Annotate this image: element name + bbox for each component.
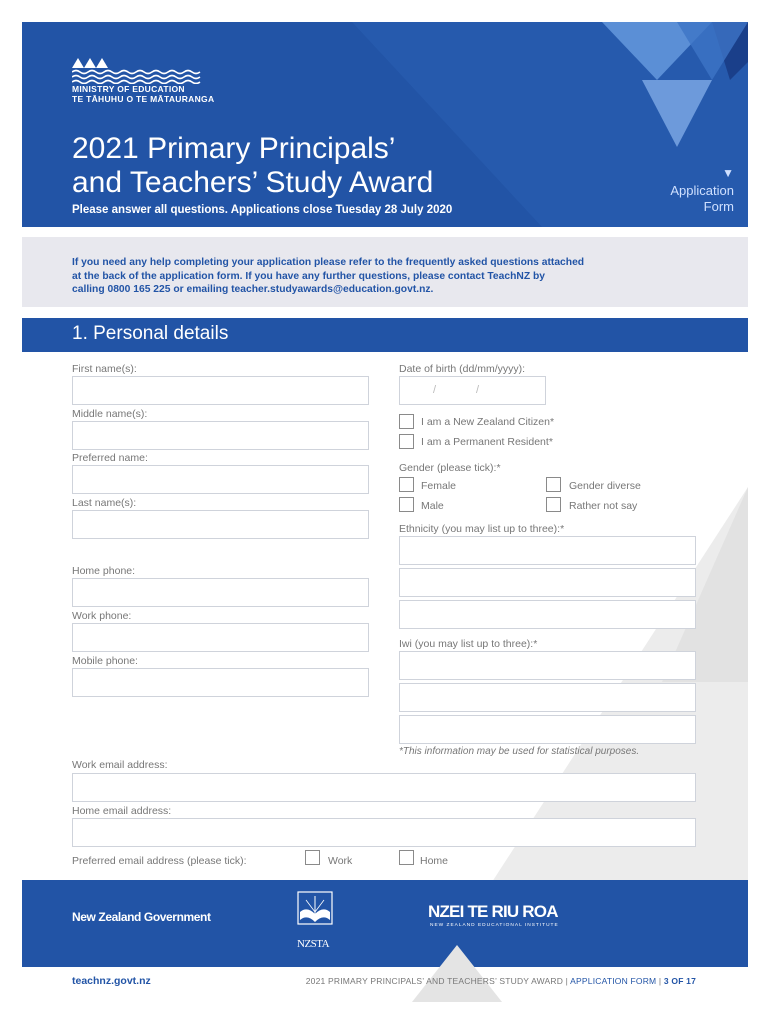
preferred-name-input[interactable] — [72, 465, 369, 494]
female-label: Female — [421, 480, 457, 492]
page-subtitle: Please answer all questions. Applications close Tuesday 28 July 2020 — [72, 204, 453, 216]
nzsta-logo-text: NZSTA — [297, 938, 330, 950]
rather-not-say-label: Rather not say — [569, 500, 638, 512]
statistical-note: *This information may be used for statistical purposes. — [399, 746, 640, 757]
preferred-home-checkbox[interactable] — [399, 850, 414, 865]
application-form-label — [670, 167, 734, 215]
mobile-phone-label: Mobile phone: — [72, 655, 138, 667]
preferred-email-label: Preferred email address (please tick): — [72, 855, 247, 867]
ethnicity-label: Ethnicity (you may list up to three):* — [399, 523, 565, 535]
iwi-input-3[interactable] — [399, 715, 696, 744]
dob-input[interactable] — [399, 376, 546, 405]
ministry-name — [72, 84, 214, 104]
page-title-line1: 2021 Primary Principals’ — [72, 132, 396, 165]
resident-checkbox[interactable] — [399, 434, 414, 449]
last-name-label: Last name(s): — [72, 497, 137, 509]
first-name-label: First name(s): — [72, 363, 137, 375]
home-phone-input[interactable] — [72, 578, 369, 607]
last-name-input[interactable] — [72, 510, 369, 539]
preferred-work-checkbox[interactable] — [305, 850, 320, 865]
preferred-work-label: Work — [328, 855, 353, 867]
website-link[interactable]: teachnz.govt.nz — [72, 975, 151, 987]
gender-label: Gender (please tick):* — [399, 462, 501, 474]
footer-doc-title: 2021 PRIMARY PRINCIPALS’ AND TEACHERS’ STUDY AWARD — [305, 976, 564, 986]
down-arrow-icon: ▼ — [722, 166, 734, 180]
preferred-home-label: Home — [420, 855, 449, 867]
header-banner — [22, 22, 748, 227]
footer-banner — [22, 880, 748, 967]
application-form-page — [22, 22, 748, 1002]
nz-government-logo: New Zealand Government — [72, 910, 211, 924]
help-box — [22, 237, 748, 307]
home-email-label: Home email address: — [72, 805, 172, 817]
work-phone-label: Work phone: — [72, 610, 132, 622]
page-footer — [22, 967, 748, 1002]
section-title: 1. Personal details — [72, 323, 229, 344]
citizen-label: I am a New Zealand Citizen* — [421, 416, 555, 428]
help-line1: If you need any help completing your application please refer to the frequently asked questions attached — [72, 257, 585, 268]
home-phone-label: Home phone: — [72, 565, 136, 577]
male-label: Male — [421, 500, 444, 512]
footer-form-name: APPLICATION FORM — [570, 976, 657, 986]
male-checkbox[interactable] — [399, 497, 414, 512]
footer-triangle-decoration — [412, 945, 502, 1002]
page-title — [72, 132, 433, 200]
ministry-logo-icon — [72, 58, 202, 84]
citizen-checkbox[interactable] — [399, 414, 414, 429]
help-line3: calling 0800 165 225 or emailing teacher.studyawards@education.govt.nz. — [72, 284, 434, 295]
gender-diverse-label: Gender diverse — [569, 480, 641, 492]
work-phone-input[interactable] — [72, 623, 369, 652]
ethnicity-input-2[interactable] — [399, 568, 696, 597]
footer-document-info — [306, 976, 696, 986]
nzei-logo: NZEI TE RIU ROA — [428, 902, 558, 921]
footer-separator: | — [658, 976, 662, 986]
first-name-input[interactable] — [72, 376, 369, 405]
female-checkbox[interactable] — [399, 477, 414, 492]
resident-label: I am a Permanent Resident* — [421, 436, 553, 448]
ethnicity-input-1[interactable] — [399, 536, 696, 565]
work-email-input[interactable] — [72, 773, 696, 802]
help-line2: at the back of the application form. If you have any further questions, please contact TeachNZ by — [72, 270, 545, 282]
ministry-name-en: MINISTRY OF EDUCATION — [72, 84, 185, 94]
dob-separator: / — [476, 384, 480, 396]
nzei-logo-subtitle: NEW ZEALAND EDUCATIONAL INSTITUTE — [430, 923, 559, 928]
dob-label: Date of birth (dd/mm/yyyy): — [399, 363, 526, 375]
gender-diverse-checkbox[interactable] — [546, 477, 561, 492]
middle-name-label: Middle name(s): — [72, 408, 148, 420]
iwi-input-2[interactable] — [399, 683, 696, 712]
form-label-line1: Application — [670, 183, 734, 198]
rather-not-say-checkbox[interactable] — [546, 497, 561, 512]
ethnicity-input-3[interactable] — [399, 600, 696, 629]
footer-separator: | — [565, 976, 569, 986]
ministry-name-mi: TE TĀHUHU O TE MĀTAURANGA — [72, 94, 215, 104]
preferred-name-label: Preferred name: — [72, 452, 148, 464]
mobile-phone-input[interactable] — [72, 668, 369, 697]
page-title-line2: and Teachers’ Study Award — [72, 166, 434, 199]
dob-separator: / — [433, 384, 437, 396]
form-label-line2: Form — [703, 199, 734, 214]
iwi-label: Iwi (you may list up to three):* — [399, 638, 538, 650]
work-email-label: Work email address: — [72, 759, 168, 771]
iwi-input-1[interactable] — [399, 651, 696, 680]
middle-name-input[interactable] — [72, 421, 369, 450]
home-email-input[interactable] — [72, 818, 696, 847]
section-header-personal-details — [22, 318, 748, 352]
page-number: 3 OF 17 — [663, 976, 696, 986]
